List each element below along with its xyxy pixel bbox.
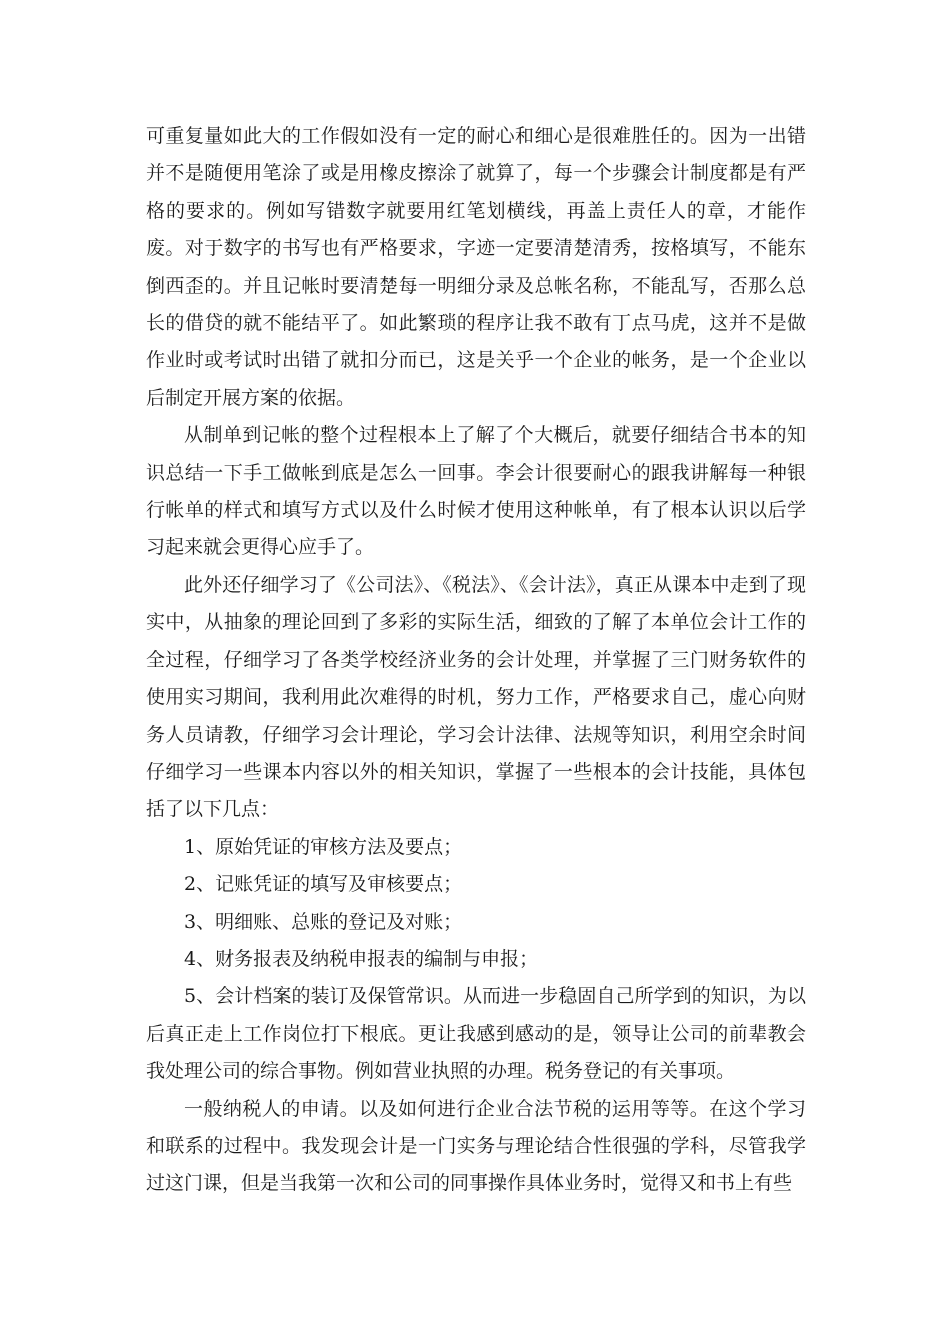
paragraph-final: 一般纳税人的申请。以及如何进行企业合法节税的运用等等。在这个学习和联系的过程中。我发现会计是一门实务与理论结合性很强的学科，尽管我学过这门课，但是当我第一次和公司的同事操作具体业务时，觉得又和书上有些: [146, 1097, 806, 1195]
list-item-1: 1、原始凭证的审核方法及要点；: [184, 835, 463, 858]
list-item-2: 2、记账凭证的填写及审核要点；: [184, 873, 463, 896]
document-body: [146, 118, 806, 1203]
list-item-5: 5、会计档案的装订及保管常识。从而进一步稳固自己所学到的知识，为以后真正走上工作岗位打下根底。更让我感到感动的是，领导让公司的前辈教会我处理公司的综合事物。例如营业执照的办理。税务登记的有关事项。: [146, 985, 806, 1083]
paragraph-1: 可重复量如此大的工作假如没有一定的耐心和细心是很难胜任的。因为一出错并不是随便用笔涂了或是用橡皮擦涂了就算了，每一个步骤会计制度都是有严格的要求的。例如写错数字就要用红笔划横线，再盖上责任人的章，才能作废。对于数字的书写也有严格要求，字迹一定要清楚清秀，按格填写，不能东倒西歪的。并且记帐时要清楚每一明细分录及总帐名称，不能乱写，否那么总长的借贷的就不能结平了。如此繁琐的程序让我不敢有丁点马虎，这并不是做作业时或考试时出错了就扣分而已，这是关乎一个企业的帐务，是一个企业以后制定开展方案的依据。: [146, 125, 806, 409]
paragraph-2: 从制单到记帐的整个过程根本上了解了个大概后，就要仔细结合书本的知识总结一下手工做帐到底是怎么一回事。李会计很要耐心的跟我讲解每一种银行帐单的样式和填写方式以及什么时候才使用这种帐单，有了根本认识以后学习起来就会更得心应手了。: [146, 424, 806, 559]
list-item-4: 4、财务报表及纳税申报表的编制与申报；: [184, 947, 539, 970]
paragraph-3: 此外还仔细学习了《公司法》、《税法》、《会计法》，真正从课本中走到了现实中，从抽象的理论回到了多彩的实际生活，细致的了解了本单位会计工作的全过程，仔细学习了各类学校经济业务的会计处理，并掌握了三门财务软件的使用实习期间，我利用此次难得的时机，努力工作，严格要求自己，虚心向财务人员请教，仔细学习会计理论，学习会计法律、法规等知识，利用空余时间仔细学习一些课本内容以外的相关知识，掌握了一些根本的会计技能，具体包括了以下几点：: [146, 573, 806, 821]
list-item-3: 3、明细账、总账的登记及对账；: [184, 910, 463, 933]
